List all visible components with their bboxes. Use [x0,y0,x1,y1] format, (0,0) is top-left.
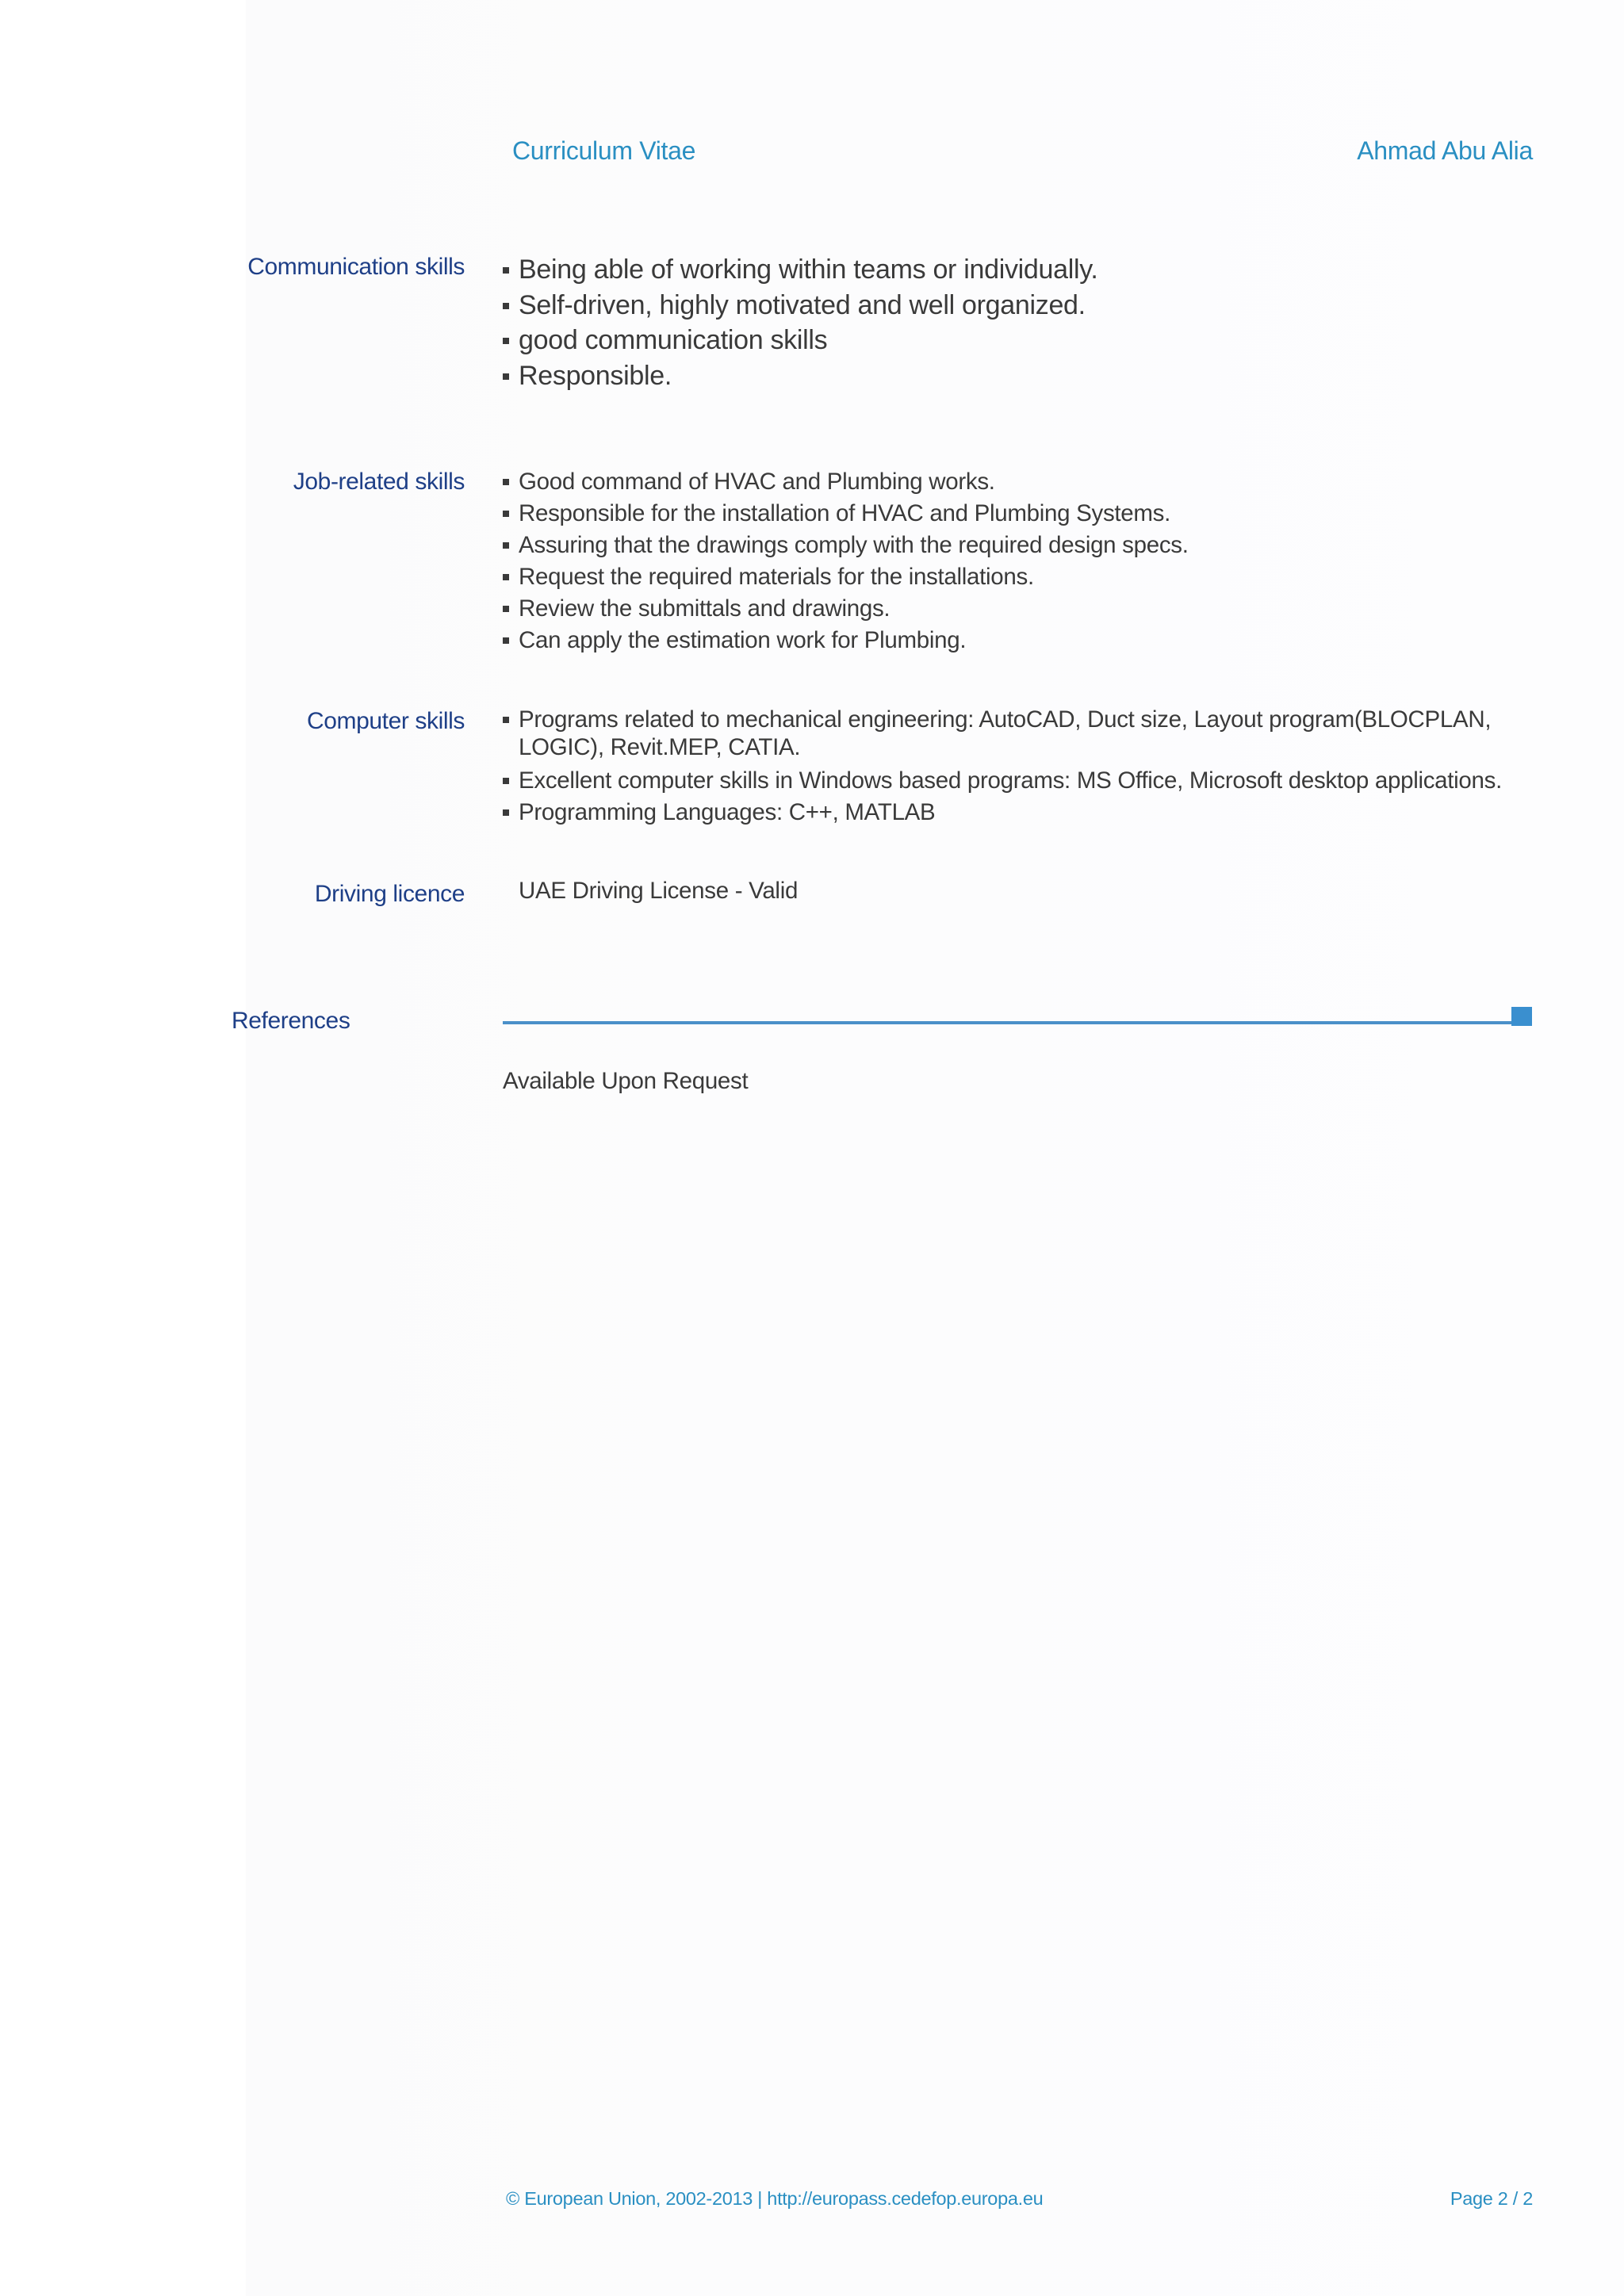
list-item: Self-driven, highly motivated and well organized. [503,288,1098,323]
section-marker-square [1511,1007,1532,1026]
list-item: Responsible for the installation of HVAC and Plumbing Systems. [503,498,1189,530]
driving-licence-value: UAE Driving License - Valid [519,878,799,904]
computer-skills-list [503,706,1534,828]
list-item: Good command of HVAC and Plumbing works. [503,466,1189,498]
list-item: Being able of working within teams or individually. [503,252,1098,288]
list-item: Assuring that the drawings comply with the required design specs. [503,530,1189,561]
footer-copyright: © European Union, 2002-2013 | http://europass.cedefop.europa.eu [506,2188,1044,2209]
list-item: Can apply the estimation work for Plumbing. [503,625,1189,656]
references-heading: References [232,1008,350,1034]
communication-skills-list [503,252,1098,393]
list-item: good communication skills [503,323,1098,358]
driving-licence-label: Driving licence [314,881,465,907]
communication-skills-label: Communication skills [247,254,465,280]
section-divider-line [503,1021,1515,1024]
job-related-skills-label: Job-related skills [293,469,465,495]
references-text: Available Upon Request [503,1068,749,1094]
list-item: Review the submittals and drawings. [503,593,1189,625]
list-item: Request the required materials for the installations. [503,561,1189,593]
job-related-skills-list [503,466,1189,656]
list-item: Excellent computer skills in Windows based programs: MS Office, Microsoft desktop applications. [503,765,1534,797]
footer-page-number: Page 2 / 2 [1450,2188,1533,2209]
list-item: Programming Languages: C++, MATLAB [503,797,1534,828]
computer-skills-label: Computer skills [306,708,465,734]
list-item: Responsible. [503,358,1098,394]
person-name: Ahmad Abu Alia [1357,136,1533,165]
list-item: Programs related to mechanical engineering: AutoCAD, Duct size, Layout program(BLOCPLAN, LOGIC), Revit.MEP, CATIA. [503,706,1534,765]
document-title: Curriculum Vitae [512,136,696,165]
